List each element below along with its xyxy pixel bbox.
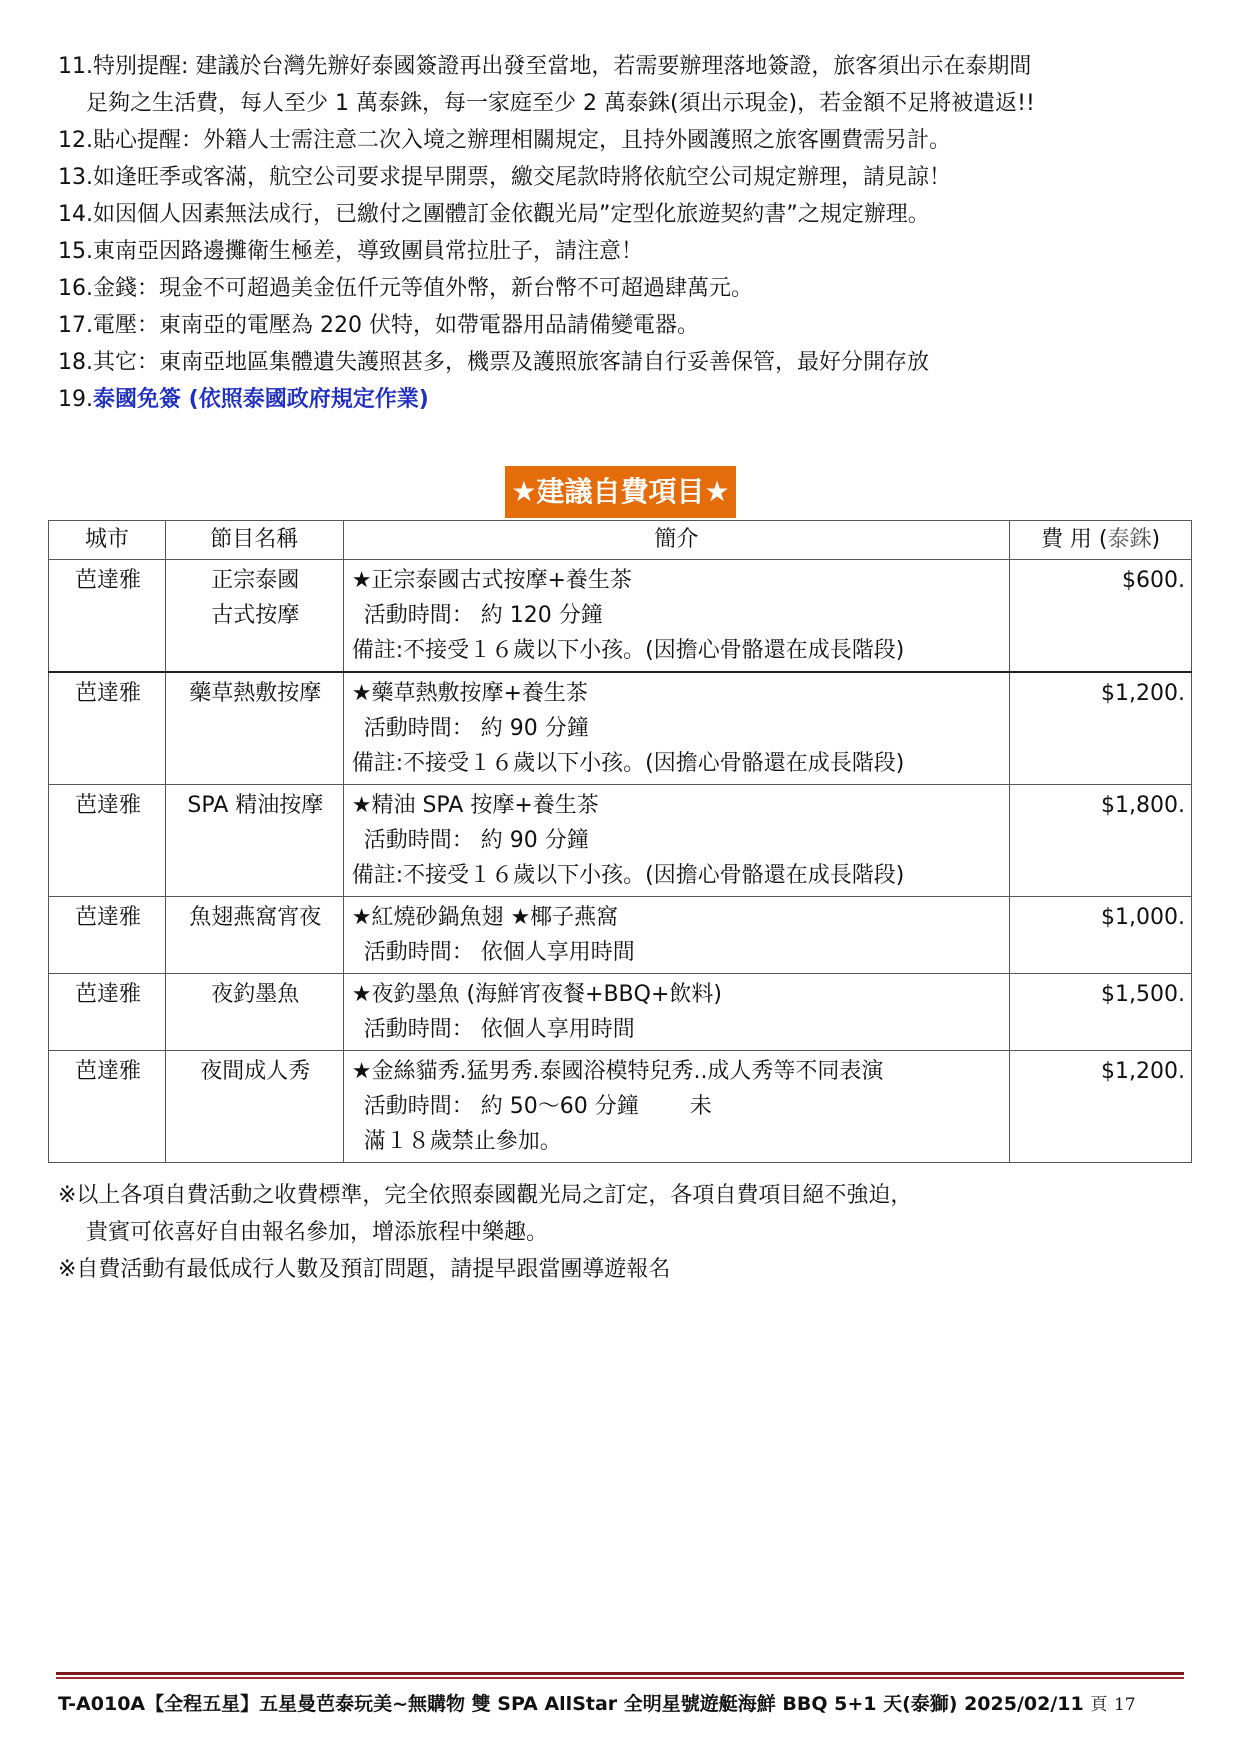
footnotes: [58, 1177, 912, 1288]
note-18: [58, 344, 1188, 381]
header-fee-unit: 泰銖: [1107, 527, 1152, 552]
note-number: 17.: [58, 313, 93, 338]
note-text: 貼心提醒：外籍人士需注意二次入境之辦理相關規定，且持外國護照之旅客團費需另計。: [93, 128, 952, 153]
desc-line: ★金絲貓秀.猛男秀.泰國浴模特兒秀..成人秀等不同表演: [351, 1059, 884, 1084]
desc-line: 活動時間： 約 120 分鐘: [363, 603, 603, 628]
footer-title: T-A010A【全程五星】五星曼芭泰玩美~無購物 雙 SPA AllStar 全明星號遊艇海鮮 BBQ 5+1 天(泰獅) 2025/02/11: [58, 1693, 1084, 1715]
cell-city: 芭達雅: [49, 560, 166, 673]
desc-line: 活動時間： 依個人享用時間: [363, 1017, 635, 1042]
table-row: [49, 974, 1192, 1051]
desc-line: 活動時間： 約 50～60 分鐘 未: [363, 1094, 712, 1119]
page-label: 頁: [1090, 1695, 1108, 1715]
header-fee-close: ): [1151, 527, 1161, 552]
note-12: [58, 122, 1188, 159]
note-16: [58, 270, 1188, 307]
desc-line: ★精油 SPA 按摩+養生茶: [351, 793, 599, 818]
cell-fee: $1,200.: [1010, 672, 1192, 785]
cell-name: 魚翅燕窩宵夜: [165, 897, 343, 974]
footnote-line-continued: 貴賓可依喜好自由報名參加，增添旅程中樂趣。: [86, 1220, 549, 1245]
cell-city: 芭達雅: [49, 785, 166, 897]
notes-list: [58, 48, 1188, 418]
desc-line: 備註:不接受１６歲以下小孩。(因擔心骨骼還在成長階段): [351, 863, 905, 888]
note-number: 19.: [58, 387, 93, 412]
cell-desc: [343, 897, 1009, 974]
header-name: 節目名稱: [165, 521, 343, 560]
note-14: [58, 196, 1188, 233]
footnote-line: ※自費活動有最低成行人數及預訂問題，請提早跟當團導遊報名: [58, 1257, 671, 1282]
note-text: 如逢旺季或客滿，航空公司要求提早開票，繳交尾款時將依航空公司規定辦理，請見諒！: [93, 165, 952, 190]
note-number: 14.: [58, 202, 93, 227]
optional-activities-table: [48, 520, 1192, 1163]
cell-fee: $1,200.: [1010, 1051, 1192, 1163]
desc-line: 活動時間： 依個人享用時間: [363, 940, 635, 965]
cell-desc: [343, 1051, 1009, 1163]
note-17: [58, 307, 1188, 344]
cell-name: 藥草熱敷按摩: [165, 672, 343, 785]
desc-line: ★正宗泰國古式按摩+養生茶: [351, 568, 632, 593]
cell-desc: [343, 672, 1009, 785]
cell-fee: $1,800.: [1010, 785, 1192, 897]
note-number: 18.: [58, 350, 93, 375]
note-15: [58, 233, 1188, 270]
note-text-continued: 足夠之生活費，每人至少 1 萬泰銖，每一家庭至少 2 萬泰銖(須出示現金)，若金額不足將被遣返!!: [86, 91, 1035, 116]
section-title-wrap: [0, 466, 1241, 518]
cell-name-line: 古式按摩: [211, 603, 300, 628]
desc-line: 活動時間： 約 90 分鐘: [363, 716, 589, 741]
note-text: 如因個人因素無法成行，已繳付之團體訂金依觀光局”定型化旅遊契約書”之規定辦理。: [93, 202, 930, 227]
note-text: 其它：東南亞地區集體遺失護照甚多，機票及護照旅客請自行妥善保管，最好分開存放: [93, 350, 930, 375]
cell-city: 芭達雅: [49, 974, 166, 1051]
note-11: [58, 48, 1188, 122]
desc-line: ★紅燒砂鍋魚翅 ★椰子燕窩: [351, 905, 619, 930]
cell-name: 夜釣墨魚: [165, 974, 343, 1051]
cell-fee: $1,000.: [1010, 897, 1192, 974]
header-fee-label: 費 用 (: [1040, 527, 1108, 552]
table-row: [49, 785, 1192, 897]
cell-name: [165, 560, 343, 673]
note-text: 金錢：現金不可超過美金伍仟元等值外幣，新台幣不可超過肆萬元。: [93, 276, 754, 301]
page-number: 17: [1113, 1695, 1136, 1715]
note-number: 15.: [58, 239, 93, 264]
header-fee: [1010, 521, 1192, 560]
section-title: ★建議自費項目★: [505, 466, 735, 518]
note-text: 東南亞因路邊攤衛生極差，導致團員常拉肚子，請注意！: [93, 239, 644, 264]
table-row: [49, 560, 1192, 673]
note-number: 11.: [58, 54, 93, 79]
cell-city: 芭達雅: [49, 672, 166, 785]
page-footer: [58, 1689, 1184, 1716]
note-number: 13.: [58, 165, 93, 190]
note-text: 特別提醒: 建議於台灣先辦好泰國簽證再出發至當地，若需要辦理落地簽證，旅客須出示在泰期間: [93, 54, 1032, 79]
desc-line: ★夜釣墨魚 (海鮮宵夜餐+BBQ+飲料): [351, 982, 722, 1007]
cell-desc: [343, 560, 1009, 673]
desc-line: ★藥草熱敷按摩+養生茶: [351, 681, 588, 706]
cell-city: 芭達雅: [49, 1051, 166, 1163]
table-row: [49, 672, 1192, 785]
desc-line: 活動時間： 約 90 分鐘: [363, 828, 589, 853]
cell-name: 夜間成人秀: [165, 1051, 343, 1163]
cell-fee: $600.: [1010, 560, 1192, 673]
desc-line: 備註:不接受１６歲以下小孩。(因擔心骨骼還在成長階段): [351, 638, 905, 663]
table-row: [49, 897, 1192, 974]
note-text-highlight: 泰國免簽 (依照泰國政府規定作業): [93, 387, 429, 412]
cell-fee: $1,500.: [1010, 974, 1192, 1051]
note-13: [58, 159, 1188, 196]
note-19-visa-free: [58, 381, 1188, 418]
note-text: 電壓：東南亞的電壓為 220 伏特，如帶電器用品請備變電器。: [93, 313, 699, 338]
table-row: [49, 1051, 1192, 1163]
cell-city: 芭達雅: [49, 897, 166, 974]
note-number: 12.: [58, 128, 93, 153]
note-number: 16.: [58, 276, 93, 301]
cell-desc: [343, 785, 1009, 897]
footnote-line: ※以上各項自費活動之收費標準，完全依照泰國觀光局之訂定，各項自費項目絕不強迫，: [58, 1183, 913, 1208]
desc-line: 備註:不接受１６歲以下小孩。(因擔心骨骼還在成長階段): [351, 751, 905, 776]
footer-rule-thin: [56, 1677, 1184, 1679]
header-city: 城市: [49, 521, 166, 560]
header-desc: 簡介: [343, 521, 1009, 560]
desc-line: 滿１８歲禁止參加。: [363, 1129, 562, 1154]
cell-name-line: 正宗泰國: [211, 568, 300, 593]
footer-rule: [56, 1672, 1184, 1675]
table-header-row: [49, 521, 1192, 560]
cell-desc: [343, 974, 1009, 1051]
cell-name: SPA 精油按摩: [165, 785, 343, 897]
